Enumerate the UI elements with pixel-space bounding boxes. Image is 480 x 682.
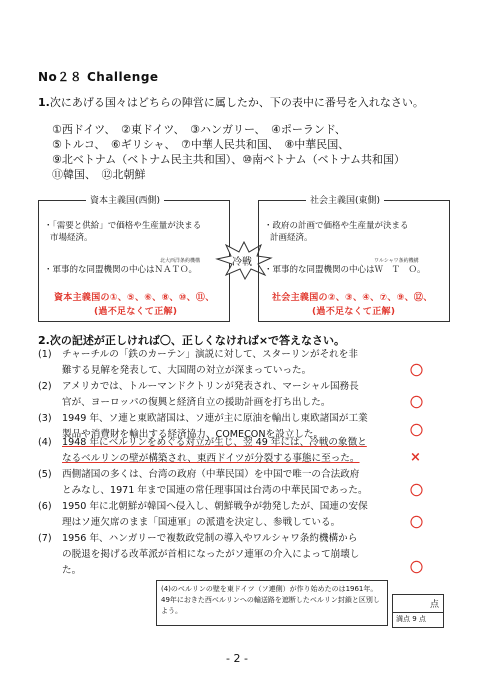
east-answer bbox=[272, 290, 433, 303]
score-box bbox=[392, 594, 444, 628]
score-full: 満点 9 点 bbox=[396, 615, 426, 623]
west-camp-heading: 資本主義国(西側) bbox=[86, 193, 164, 206]
question-2-heading: 2.次の記述が正しければ〇、正しくなければ×で答えなさい。 bbox=[38, 334, 346, 347]
east-answer-label: 社会主義国の bbox=[272, 293, 328, 303]
question-1 bbox=[38, 94, 424, 110]
answer-mark-4: × bbox=[410, 450, 421, 465]
country-line-4: ⑪韓国、 ⑫北朝鮮 bbox=[52, 168, 146, 181]
score-unit: 点 bbox=[429, 600, 439, 610]
q2-item-text-cont: た。 bbox=[62, 565, 82, 576]
q2-item-1 bbox=[38, 347, 428, 379]
question-1-number: 1. bbox=[38, 96, 50, 109]
east-answer-numbers: ②、③、④、⑦、⑨、⑫、 bbox=[327, 293, 433, 303]
cold-war-label: 冷戦 bbox=[232, 257, 252, 268]
q2-item-number: (1) bbox=[38, 349, 52, 360]
q2-item-text: 1956 年、ハンガリーで複数政党制の導入やワルシャワ条約機構から bbox=[62, 533, 358, 544]
west-market-economy bbox=[44, 220, 201, 244]
east-line-1b: 計画経済。 bbox=[270, 233, 313, 243]
country-line-3: ⑨北ベトナム（ベトナム民主共和国）、⑩南ベトナム（ベトナム共和国） bbox=[52, 153, 406, 166]
q2-item-4 bbox=[38, 435, 428, 467]
q2-item-text-cont: なるベルリンの壁が構築され、東西ドイツが分裂する事態に至った。 bbox=[62, 453, 360, 464]
west-answer bbox=[54, 290, 215, 303]
q2-item-5 bbox=[38, 467, 428, 499]
q2-item-text: 1950 年に北朝鮮が韓国へ侵入し、朝鮮戦争が勃発したが、国連の安保 bbox=[62, 501, 368, 512]
answer-mark-7: 〇 bbox=[410, 561, 424, 576]
q2-item-number: (2) bbox=[38, 381, 52, 392]
answer-mark-2: 〇 bbox=[410, 396, 424, 411]
q2-item-text: チャーチルの「鉄のカーテン」演説に対して、スターリンがそれを非 bbox=[62, 349, 358, 360]
q2-item-text: アメリカでは、トルーマンドクトリンが発表され、マーシャル国務長 bbox=[62, 381, 359, 392]
page-number: - 2 - bbox=[226, 652, 248, 665]
west-answer-numbers: ①、⑤、⑥、⑧、⑩、⑪、 bbox=[109, 293, 215, 303]
country-line-1: ①西ドイツ、 ②東ドイツ、 ③ハンガリー、 ④ポーランド、 bbox=[52, 123, 346, 136]
east-planned-economy bbox=[264, 220, 409, 244]
west-answer-label: 資本主義国の bbox=[54, 293, 110, 303]
east-answer-note: (過不足なくて正解) bbox=[312, 307, 396, 317]
berlin-wall-note: (4)のベルリンの壁を東ドイツ（ソ連側）が作り始めたのは1961年。49年におきた西ベルリンへの輸送路を遮断したベルリン封鎖と区別しよう。 bbox=[156, 580, 388, 626]
q2-item-number: (4) bbox=[38, 437, 52, 448]
q2-item-text: 西側諸国の多くは、台湾の政府（中華民国）を中国で唯一の合法政府 bbox=[62, 469, 360, 480]
answer-mark-3: 〇 bbox=[410, 424, 424, 439]
q2-item-number: (6) bbox=[38, 501, 52, 512]
q2-item-text-cont: とみなし、1971 年まで国連の常任理事国は台湾の中華民国であった。 bbox=[62, 485, 368, 496]
west-line-1: ・「需要と供給」で価格や生産量が決まる bbox=[44, 221, 202, 231]
answer-mark-6: 〇 bbox=[410, 516, 424, 531]
west-line-1b: 市場経済。 bbox=[50, 233, 93, 243]
q2-item-text: 1948 年にベルリンをめぐる対立が生じ、翌 49 年には、冷戦の象徴と bbox=[62, 437, 367, 448]
q2-item-text: 1949 年、ソ連と東欧諸国は、ソ連が主に原油を輸出し東欧諸国が工業 bbox=[62, 413, 368, 424]
west-nato-line: ・軍事的な同盟機関の中心はＮＡＴＯ。 bbox=[44, 265, 198, 275]
q2-item-text-cont: 官が、ヨーロッパの復興と経済自立の援助計画を打ち出した。 bbox=[62, 397, 331, 408]
country-line-2: ⑤トルコ、 ⑥ギリシャ、 ⑦中華人民共和国、 ⑧中華民国、 bbox=[52, 138, 350, 151]
q2-item-number: (3) bbox=[38, 413, 52, 424]
answer-mark-5: 〇 bbox=[410, 484, 424, 499]
page-title: No２８ Challenge bbox=[38, 70, 159, 84]
q2-item-text-cont: の脱退を掲げる改革派が首相になったがソ連軍の介入によって崩壊し bbox=[62, 549, 360, 560]
q2-item-7 bbox=[38, 531, 428, 579]
q2-item-text-cont: 難する見解を発表して、大国間の対立が深まっていった。 bbox=[62, 365, 312, 376]
answer-mark-1: 〇 bbox=[410, 364, 424, 379]
q2-item-text-cont: 理はソ連欠席のまま「国連軍」の派遣を決定し、参戦している。 bbox=[62, 517, 341, 528]
question-1-text: 次にあげる国々はどちらの陣営に属したか、下の表中に番号を入れなさい。 bbox=[49, 96, 424, 109]
east-camp-heading: 社会主義国(東側) bbox=[306, 193, 384, 206]
q2-item-2 bbox=[38, 379, 428, 411]
east-line-1: ・政府の計画で価格や生産量が決まる bbox=[264, 221, 409, 231]
east-ruby: ワルシャワ条約機構 bbox=[374, 258, 419, 264]
west-ruby: 北大西洋条約機構 bbox=[160, 258, 201, 264]
q2-item-number: (7) bbox=[38, 533, 52, 544]
q2-item-6 bbox=[38, 499, 428, 531]
q2-item-number: (5) bbox=[38, 469, 52, 480]
q2-item-text-cont: 製品や消費財を輸出する経済協力、COMECONを設立した。 bbox=[62, 429, 324, 440]
east-wto-line: ・軍事的な同盟機関の中心はＷ Ｔ Ｏ。 bbox=[264, 265, 426, 275]
west-answer-note: (過不足なくて正解) bbox=[94, 307, 178, 317]
